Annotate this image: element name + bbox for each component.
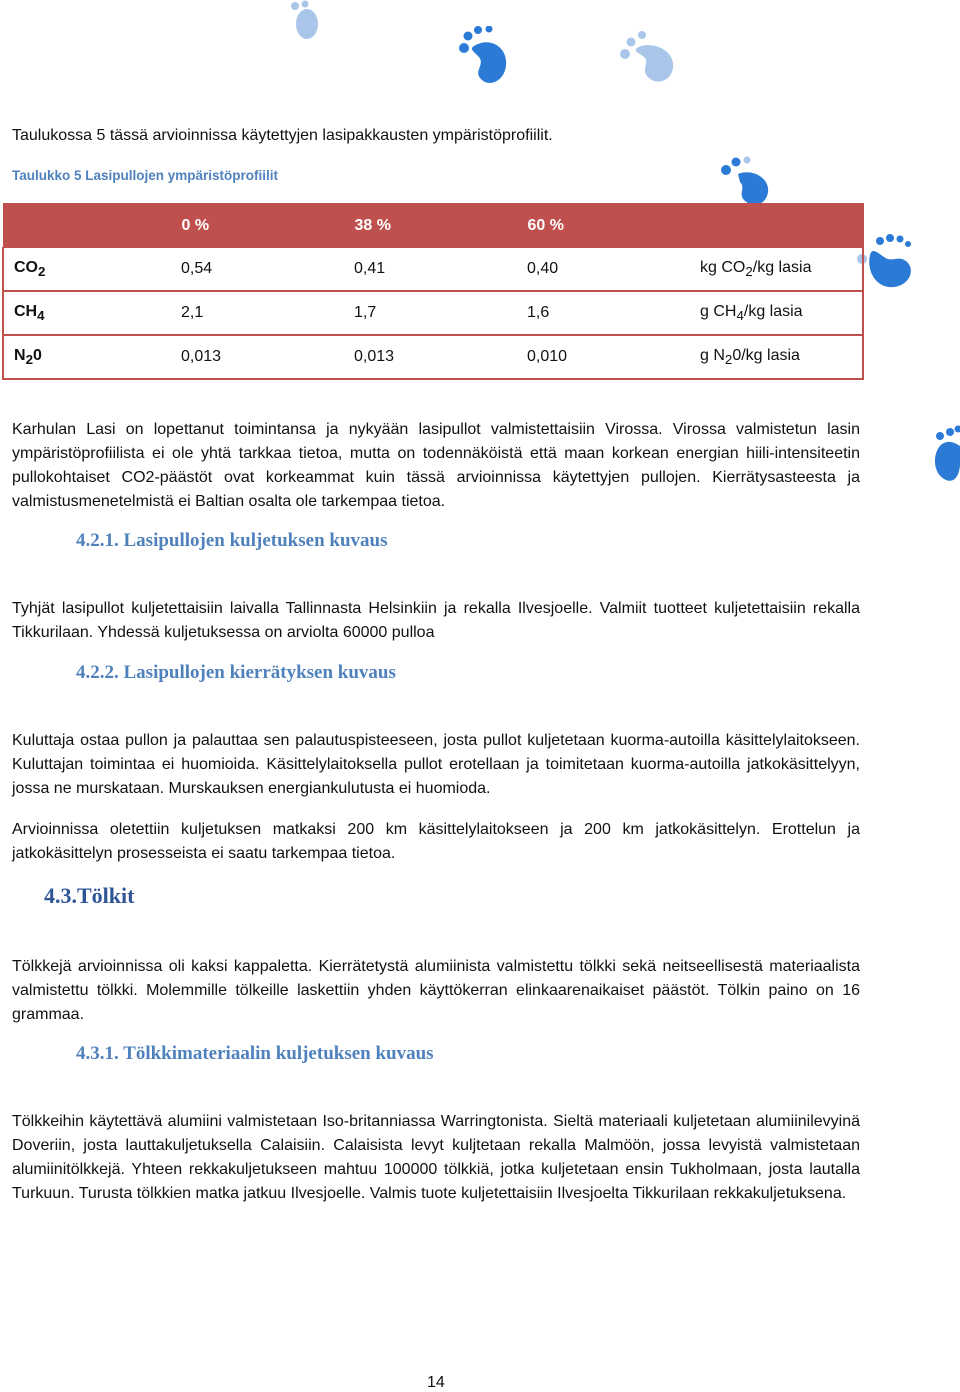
footprint-icon xyxy=(856,233,918,289)
footprint-icon xyxy=(716,156,772,208)
table-cell: 0,010 xyxy=(517,335,690,379)
paragraph: Tölkkeihin käytettävä alumiini valmistetaan Iso-britanniassa Warringtonista. Sieltä materiaali kuljetetaan alumiinilevyinä Doveriin, josta lauttakuljetuksella Calaisiin. Calaisista levyt kuljtetaan rekalla Malmöön, jossa levyistä valmistetaan alumiinitölkkejä. Yhteen rekkakuljetukseen mahtuu 100000 tölkkiä, jotka kuljetetaan ensin Tukholmaan, josta lautalla Turkuun. Turusta tölkkien matka jatkuu Ilvesjoelle. Valmis tuote kuljetettaisiin Ilvesjoelta Tikkurilaan rekkakuljetuksena. xyxy=(12,1110,860,1206)
table-cell: 0,41 xyxy=(344,248,517,292)
table-header-row xyxy=(3,204,863,248)
unit-cell: g $N_20/kg$ lasia xyxy=(690,335,863,379)
table-header-cell: 38 % xyxy=(344,204,517,248)
table-cell: 0,40 xyxy=(517,248,690,292)
paragraph: Kuluttaja ostaa pullon ja palauttaa sen palautuspisteeseen, josta pullot kuljetetaan kuorma-autoilla käsittelylaitokseen. Kuluttajan toimintaa ei huomioida. Käsittelylaitoksella pullot erotellaan ja toimitetaan kuorma-autoilla jatkokäsittelyyn, jossa ne murskataan. Murskauksen energiankulutusta ei huomioda. xyxy=(12,729,860,801)
environmental-profile-table xyxy=(2,203,864,380)
table-header-cell xyxy=(690,204,863,248)
section-heading-4-3: 4.3.Tölkit xyxy=(44,883,134,909)
section-heading-4-3-1: 4.3.1. Tölkkimateriaalin kuljetuksen kuvaus xyxy=(76,1043,434,1065)
table-cell: 1,7 xyxy=(344,291,517,335)
intro-text: Taulukossa 5 tässä arvioinnissa käytettyjen lasipakkausten ympäristöprofiilit. xyxy=(12,127,553,145)
table-cell: 0,54 xyxy=(171,248,344,292)
paragraph: Tölkkejä arvioinnissa oli kaksi kappaletta. Kierrätetystä alumiinista valmistettu tölkki sekä neitseellisestä materiaalista valmistettu tölkki. Molemmille tölkeille laskettiin yhden käyttökerran elinkaarenaikaiset päästöt. Tölkin paino on 16 grammaa. xyxy=(12,955,860,1027)
section-heading-4-2-2: 4.2.2. Lasipullojen kierrätyksen kuvaus xyxy=(76,662,396,684)
table-row xyxy=(3,335,863,379)
table-cell: 1,6 xyxy=(517,291,690,335)
table-header-cell: 0 % xyxy=(171,204,344,248)
row-label: $CO_2$ xyxy=(3,248,171,292)
table-caption: Taulukko 5 Lasipullojen ympäristöprofiilit xyxy=(12,168,278,183)
paragraph: Karhulan Lasi on lopettanut toimintansa ja nykyään lasipullot valmistettaisiin Virossa. Virossa valmistetun lasin ympäristöprofiilista ei ole yhtä tarkkaa tietoa, mutta on todennäköistä että maan korkean energian hiili-intensiteetin pullokohtaiset CO2-päästöt ovat korkeammat kuin tässä arvioinnissa käytettyjen pullojen. Kierrätysasteesta ja valmistusmenetelmistä ei Baltian osalta ole tarkempaa tietoa. xyxy=(12,418,860,514)
table-header-cell: 60 % xyxy=(517,204,690,248)
section-heading-4-2-1: 4.2.1. Lasipullojen kuljetuksen kuvaus xyxy=(76,530,388,552)
footprint-icon xyxy=(456,26,514,88)
table-cell: 0,013 xyxy=(344,335,517,379)
page-number: 14 xyxy=(427,1374,445,1392)
table-header-cell xyxy=(3,204,171,248)
table-cell: 2,1 xyxy=(171,291,344,335)
unit-cell: kg $CO_2/kg$ lasia xyxy=(690,248,863,292)
table-row xyxy=(3,248,863,292)
unit-cell: g $CH_4/kg$ lasia xyxy=(690,291,863,335)
paragraph: Tyhjät lasipullot kuljetettaisiin laivalla Tallinnasta Helsinkiin ja rekalla Ilvesjoelle. Valmiit tuotteet kuljetettaisiin rekalla Tikkurilaan. Yhdessä kuljetuksessa on arviolta 60000 pulloa xyxy=(12,597,860,645)
row-label: $CH_4$ xyxy=(3,291,171,335)
footprint-icon xyxy=(617,30,679,86)
footprint-icon xyxy=(285,0,325,42)
table-cell: 0,013 xyxy=(171,335,344,379)
footprint-icon xyxy=(928,424,960,486)
paragraph: Arvioinnissa oletettiin kuljetuksen matkaksi 200 km käsittelylaitokseen ja 200 km jatkokäsittelyn. Erottelun ja jatkokäsittelyn prosesseista ei saatu tarkempaa tietoa. xyxy=(12,818,860,866)
table-row xyxy=(3,291,863,335)
row-label: $N_20$ xyxy=(3,335,171,379)
